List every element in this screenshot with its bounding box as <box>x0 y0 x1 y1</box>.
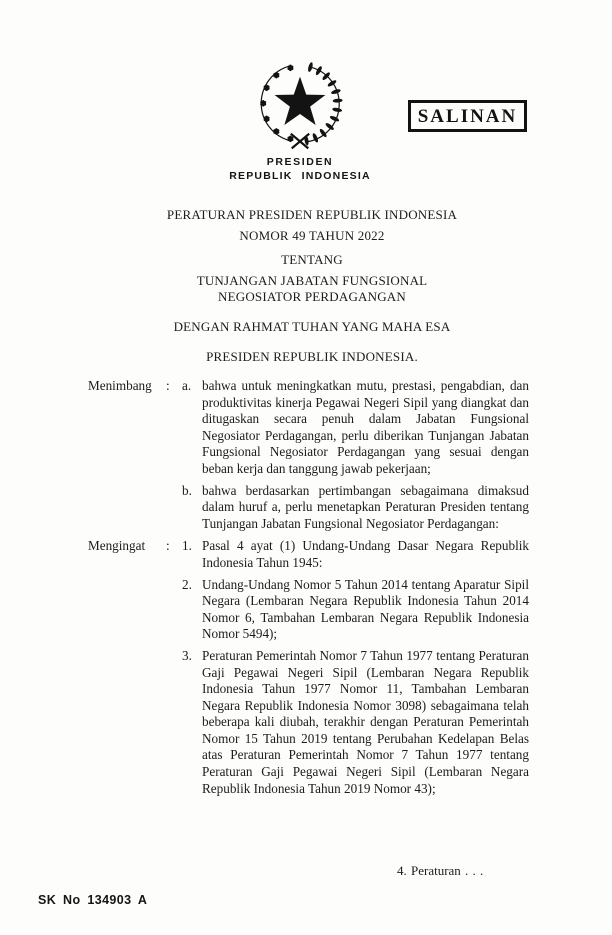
list-item <box>182 538 529 571</box>
clause-colon: : <box>166 538 170 554</box>
salinan-stamp <box>408 100 527 132</box>
sk-number: SK No 134903 A <box>38 893 148 907</box>
list-item <box>182 378 529 478</box>
letterhead-presiden: PRESIDEN <box>266 156 334 168</box>
list-item <box>182 483 529 533</box>
menimbang-items <box>182 378 529 532</box>
item-text: Peraturan Pemerintah Nomor 7 Tahun 1977 tentang Peraturan Gaji Pegawai Negeri Sipil (Lembaran Negara Republik Indonesia Tahun 1977 Nomor 11, Tambahan Lembaran Negara Republik Indonesia Nomor 3098) sebagaimana telah beberapa kali diubah, terakhir dengan Peraturan Pemerintah Nomor 15 Tahun 2019 tentang Perubahan Kedelapan Belas atas Peraturan Pemerintah Nomor 7 Tahun 1977 tentang Peraturan Gaji Pegawai Negeri Sipil (Lembaran Negara Republik Indonesia Tahun 2019 Nomor 43); <box>202 647 529 796</box>
item-text: bahwa berdasarkan pertimbangan sebagaimana dimaksud dalam huruf a, perlu menetapkan Peraturan Presiden tentang Tunjangan Jabatan Fungsional Negosiator Perdagangan: <box>202 482 529 531</box>
title-dengan-rahmat: DENGAN RAHMAT TUHAN YANG MAHA ESA <box>173 318 451 334</box>
item-marker: 2. <box>182 576 192 592</box>
salinan-stamp-label: SALINAN <box>417 105 518 127</box>
title-subject-line1: TUNJANGAN JABATAN FUNGSIONAL <box>196 272 428 288</box>
item-text: Pasal 4 ayat (1) Undang-Undang Dasar Negara Republik Indonesia Tahun 1945: <box>202 538 529 570</box>
national-emblem-star-wreath-icon <box>254 60 346 154</box>
clause-menimbang <box>88 378 529 532</box>
title-presiden-ri: PRESIDEN REPUBLIK INDONESIA. <box>206 349 418 364</box>
clause-label-mengingat: Mengingat <box>88 538 146 554</box>
item-marker: a. <box>182 378 192 393</box>
mengingat-items <box>182 538 529 797</box>
list-item <box>182 577 529 643</box>
title-tentang: TENTANG <box>281 252 343 267</box>
clause-colon: : <box>166 378 170 393</box>
item-text: bahwa untuk meningkatkan mutu, prestasi, pengabdian, dan produktivitas kinerja Pegawai Negeri Sipil yang diangkat dan ditugaskan secara penuh dalam Jabatan Fungsional Negosiator Perdagangan, perlu diberikan Tunjangan Jabatan Fungsional Negosiator Perdagangan yang sesuai dengan beban kerja dan tanggung jawab pekerjaan; <box>202 378 529 476</box>
item-text: Undang-Undang Nomor 5 Tahun 2014 tentang Aparatur Sipil Negara (Lembaran Negara Republik Indonesia Tahun 2014 Nomor 6, Tambahan Lembaran Negara Republik Indonesia Nomor 5494); <box>202 576 529 642</box>
list-item <box>182 648 529 797</box>
clause-label-menimbang: Menimbang <box>88 378 152 393</box>
page-catchword: 4. Peraturan . . . <box>397 863 484 878</box>
document-body <box>88 378 529 797</box>
item-marker: 3. <box>182 647 192 663</box>
letterhead <box>0 156 600 182</box>
title-block <box>12 208 612 364</box>
item-marker: 1. <box>182 538 192 554</box>
letterhead-republik-indonesia: REPUBLIK INDONESIA <box>229 170 371 182</box>
clause-mengingat <box>88 538 529 797</box>
title-subject-line2: NEGOSIATOR PERDAGANGAN <box>218 289 406 304</box>
title-nomor: NOMOR 49 TAHUN 2022 <box>239 227 385 243</box>
item-marker: b. <box>182 482 192 498</box>
title-peraturan: PERATURAN PRESIDEN REPUBLIK INDONESIA <box>166 207 458 222</box>
